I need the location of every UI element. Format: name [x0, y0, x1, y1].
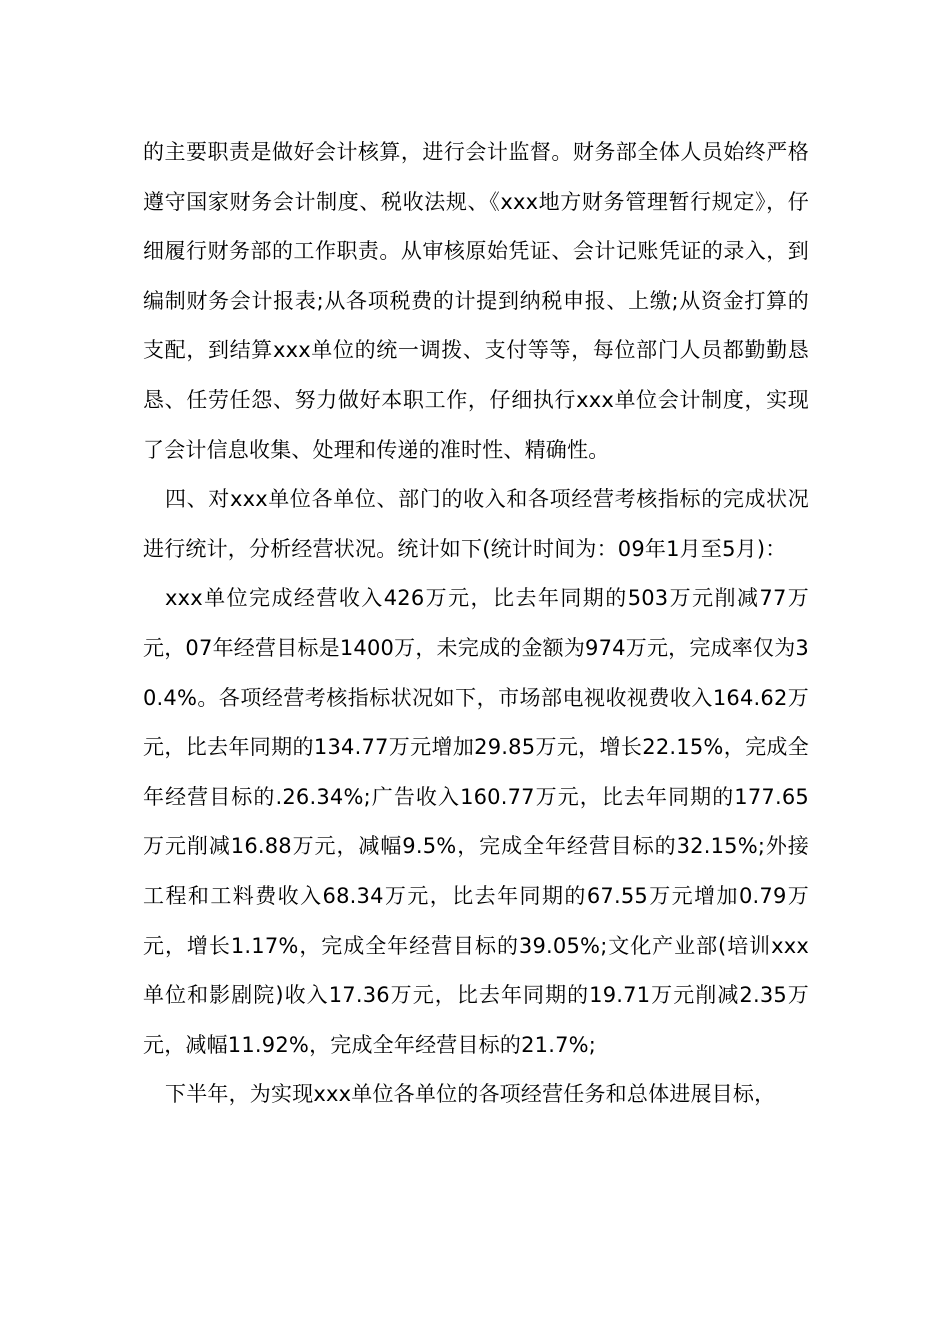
- paragraph-revenue-statistics: xxx单位完成经营收入426万元，比去年同期的503万元削减77万元，07年经营目标是1400万，未完成的金额为974万元，完成率仅为30.4%。各项经营考核指标状况如下，市场部电视收视费收入164.62万元，比去年同期的134.77万元增加29.85万元，增长22.15%，完成全年经营目标的.26.34%;广告收入160.77万元，比去年同期的177.65万元削减16.88万元，减幅9.5%，完成全年经营目标的32.15%;外接工程和工料费收入68.34万元，比去年同期的67.55万元增加0.79万元，增长1.17%，完成全年经营目标的39.05%;文化产业部(培训xxx单位和影剧院)收入17.36万元，比去年同期的19.71万元削减2.35万元，减幅11.92%，完成全年经营目标的21.7%;: [143, 586, 809, 1057]
- paragraph-finance-duties: 的主要职责是做好会计核算，进行会计监督。财务部全体人员始终严格遵守国家财务会计制度、税收法规、《xxx地方财务管理暂行规定》，仔细履行财务部的工作职责。从审核原始凭证、会计记账凭证的录入，到编制财务会计报表;从各项税费的计提到纳税申报、上缴;从资金打算的支配，到结算xxx单位的统一调拨、支付等等，每位部门人员都勤勤恳恳、任劳任怨、努力做好本职工作，仔细执行xxx单位会计制度，实现了会计信息收集、处理和传递的准时性、精确性。: [143, 140, 809, 462]
- paragraph-second-half: 下半年，为实现xxx单位各单位的各项经营任务和总体进展目标，: [165, 1082, 776, 1107]
- paragraph-section-four: 四、对xxx单位各单位、部门的收入和各项经营考核指标的完成状况进行统计，分析经营状况。统计如下(统计时间为：09年1月至5月)：: [143, 487, 809, 561]
- document-body: [143, 128, 809, 1120]
